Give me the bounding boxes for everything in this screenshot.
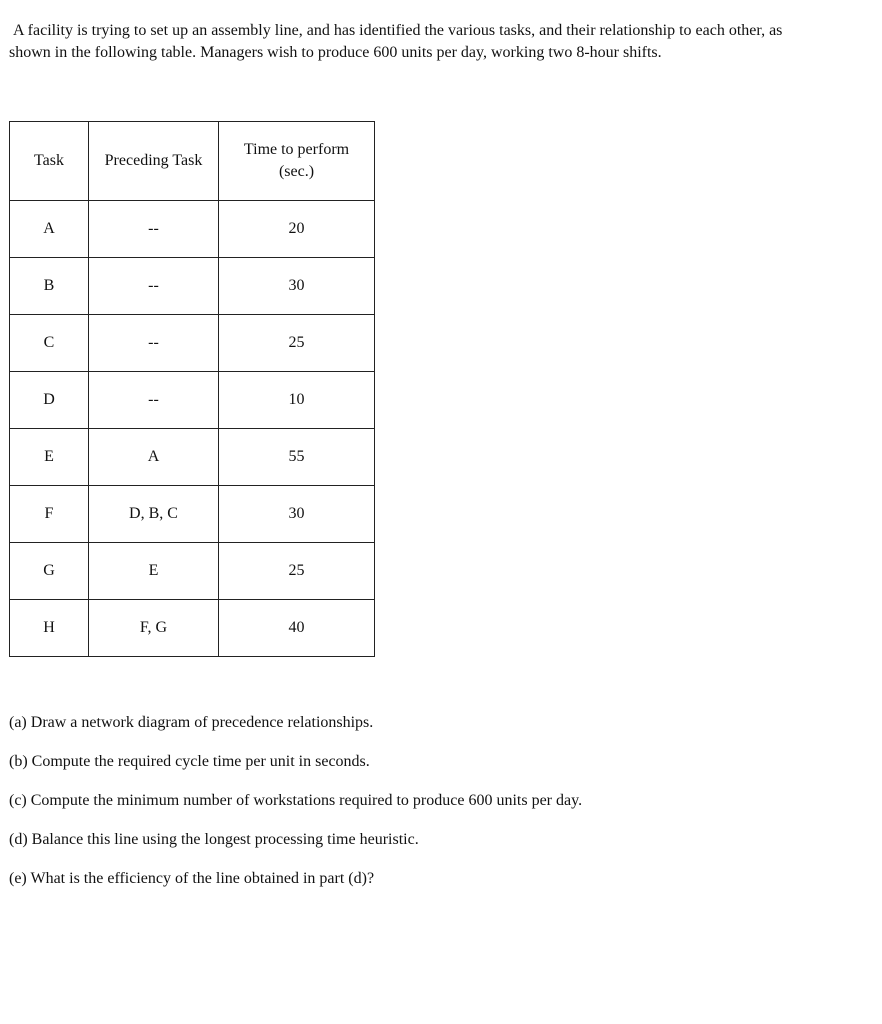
header-task: Task [10, 122, 89, 201]
time-cell: 10 [219, 372, 375, 429]
task-table [9, 121, 375, 657]
time-cell: 30 [219, 486, 375, 543]
preceding-cell: D, B, C [89, 486, 219, 543]
problem-statement-line-1: A facility is trying to set up an assembly line, and has identified the various tasks, and their relationship to each other, as [13, 22, 783, 39]
table-row [10, 486, 375, 543]
question-a: (a) Draw a network diagram of precedence relationships. [9, 714, 374, 731]
problem-statement [9, 20, 859, 64]
table-row [10, 258, 375, 315]
preceding-cell: A [89, 429, 219, 486]
preceding-cell: -- [89, 258, 219, 315]
time-cell: 55 [219, 429, 375, 486]
header-preceding-task: Preceding Task [89, 122, 219, 201]
problem-statement-line-2: shown in the following table. Managers wish to produce 600 units per day, working two 8-hour shifts. [9, 44, 662, 61]
question-e: (e) What is the efficiency of the line obtained in part (d)? [9, 870, 375, 887]
table-row [10, 543, 375, 600]
time-cell: 30 [219, 258, 375, 315]
table-row [10, 315, 375, 372]
table-row [10, 372, 375, 429]
task-cell: H [10, 600, 89, 657]
time-cell: 25 [219, 315, 375, 372]
table-header-row [10, 122, 375, 201]
time-cell: 25 [219, 543, 375, 600]
preceding-cell: E [89, 543, 219, 600]
preceding-cell: -- [89, 201, 219, 258]
task-cell: E [10, 429, 89, 486]
question-c: (c) Compute the minimum number of workstations required to produce 600 units per day. [9, 792, 583, 809]
preceding-cell: -- [89, 372, 219, 429]
header-time-label: Time to perform [243, 141, 350, 158]
task-cell: C [10, 315, 89, 372]
table-row [10, 600, 375, 657]
header-time-unit: (sec.) [278, 163, 315, 180]
question-d: (d) Balance this line using the longest processing time heuristic. [9, 831, 419, 848]
task-cell: B [10, 258, 89, 315]
preceding-cell: -- [89, 315, 219, 372]
time-cell: 20 [219, 201, 375, 258]
table-row [10, 201, 375, 258]
task-cell: D [10, 372, 89, 429]
task-cell: G [10, 543, 89, 600]
question-list [9, 712, 582, 907]
time-cell: 40 [219, 600, 375, 657]
task-cell: F [10, 486, 89, 543]
question-b: (b) Compute the required cycle time per unit in seconds. [9, 753, 370, 770]
table-row [10, 429, 375, 486]
preceding-cell: F, G [89, 600, 219, 657]
task-cell: A [10, 201, 89, 258]
header-time-to-perform [219, 122, 375, 201]
